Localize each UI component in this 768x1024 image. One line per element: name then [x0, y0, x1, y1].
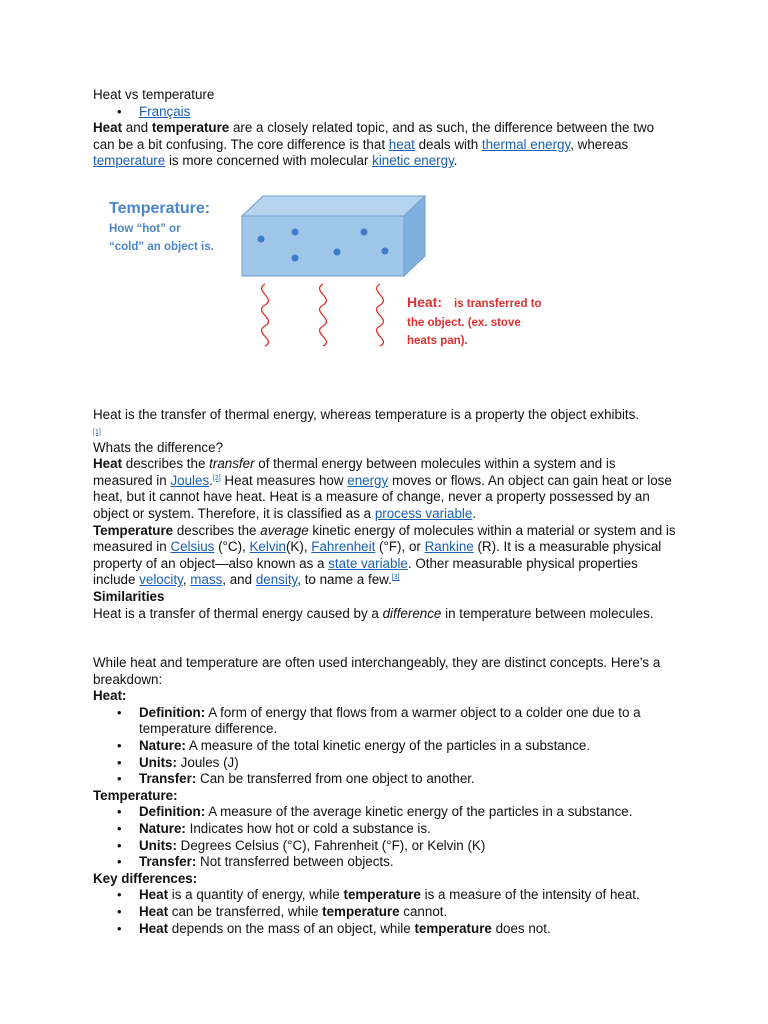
breakdown-intro: While heat and temperature are often used interchangeably, they are distinct concepts. Here's a breakdown:	[93, 655, 661, 687]
link-kinetic-energy[interactable]: kinetic energy	[372, 153, 454, 169]
ref-3-link[interactable]: [3]	[391, 574, 400, 582]
item-label: Definition:	[139, 704, 206, 720]
text: (K),	[285, 539, 308, 555]
bold-term: temperature	[322, 904, 400, 919]
list-item	[139, 854, 678, 871]
item-label: Transfer:	[139, 854, 197, 870]
temperature-heading-text: Temperature:	[93, 787, 178, 803]
item-text: Not transferred between objects.	[200, 854, 394, 870]
item-text: Joules (J)	[180, 754, 239, 770]
link-state-variable[interactable]: state variable	[328, 555, 408, 571]
list-item	[139, 821, 678, 838]
figure-heat-line3: heats pan).	[407, 334, 468, 347]
link-temperature[interactable]: temperature	[93, 153, 166, 169]
heat-temperature-figure	[93, 186, 678, 399]
heat-wave-icon	[262, 284, 269, 346]
temperature-list	[93, 804, 678, 870]
text: (R). It is a measurable physical property of an object—also known as a	[93, 539, 662, 571]
list-item	[139, 804, 678, 821]
item-label: Units:	[139, 754, 177, 770]
text: .	[209, 472, 213, 488]
language-link-francais[interactable]: Français	[139, 103, 191, 119]
intro-text: are a closely related topic, and as such, the difference between the two can be a bit confusing. The core difference is that	[93, 120, 655, 152]
intro-text: , whereas	[570, 136, 629, 152]
item-text: can be transferred, while	[171, 904, 319, 919]
text: , to name a few.	[297, 572, 392, 588]
bold-term: temperature	[343, 887, 421, 903]
item-label: Nature:	[139, 738, 186, 754]
heat-bold: Heat	[93, 456, 123, 472]
molecule-dot	[258, 235, 265, 242]
intro-paragraph	[93, 120, 678, 170]
link-celsius[interactable]: Celsius	[170, 539, 215, 555]
intro-temperature-bold: temperature	[151, 120, 230, 136]
heat-heading	[93, 688, 678, 705]
list-item	[139, 771, 678, 788]
bold-term: temperature	[414, 920, 492, 936]
figure-caption: Heat is the transfer of thermal energy, whereas temperature is a property the object exhibits.	[93, 406, 640, 422]
similarities-heading-text: Similarities	[93, 588, 165, 604]
heat-wave-icon	[320, 284, 327, 346]
text: (°F), or	[379, 539, 421, 555]
text: describes the	[125, 456, 206, 472]
text: describes the	[176, 522, 257, 538]
link-process-variable[interactable]: process variable	[374, 505, 473, 521]
text: in temperature between molecules.	[445, 605, 654, 621]
key-differences-list	[93, 887, 678, 937]
ref-2-link[interactable]: [2]	[212, 474, 221, 482]
item-text: does not.	[495, 920, 551, 936]
link-kelvin[interactable]: Kelvin	[249, 539, 286, 555]
text: (°C),	[218, 539, 246, 555]
link-velocity[interactable]: velocity	[139, 572, 183, 588]
difference-heading: Whats the difference?	[93, 439, 224, 455]
text: Heat is a transfer of thermal energy caused by a	[93, 605, 379, 621]
bold-term: Heat	[139, 887, 169, 903]
item-text: depends on the mass of an object, while	[171, 920, 411, 936]
figure-heat-line1: is transferred to	[454, 297, 542, 310]
heat-list	[93, 705, 678, 788]
average-italic: average	[260, 522, 309, 538]
list-item	[139, 921, 678, 938]
figure-temp-line1: How “hot” or	[109, 222, 181, 235]
heat-wave-icon	[377, 284, 384, 346]
text: ,	[182, 572, 187, 588]
list-item	[139, 904, 678, 921]
link-joules[interactable]: Joules	[170, 472, 210, 488]
list-item	[139, 738, 678, 755]
list-item	[139, 887, 678, 904]
item-label: Transfer:	[139, 771, 197, 787]
item-label: Definition:	[139, 804, 206, 820]
list-item	[139, 705, 678, 738]
item-text: A measure of the total kinetic energy of the particles in a substance.	[188, 738, 591, 754]
page-title: Heat vs temperature	[93, 87, 215, 102]
text: Heat measures how	[224, 472, 344, 488]
bold-term: Heat	[139, 920, 169, 936]
link-thermal-energy[interactable]: thermal energy	[481, 136, 571, 152]
language-list	[93, 104, 678, 121]
similarities-paragraph	[93, 606, 678, 623]
list-item	[139, 755, 678, 772]
text: kinetic energy of molecules within a material or system and is measured in	[93, 522, 676, 555]
link-fahrenheit[interactable]: Fahrenheit	[311, 539, 376, 555]
molecule-dot	[292, 228, 299, 235]
caption-ref-line	[93, 424, 678, 440]
bold-term: Heat	[139, 904, 169, 919]
intro-heat-bold: Heat	[93, 120, 123, 136]
molecule-dot	[361, 228, 368, 235]
blank-space	[93, 622, 678, 655]
difference-italic: difference	[382, 605, 442, 621]
item-text: Can be transferred from one object to another.	[200, 771, 475, 787]
item-label: Nature:	[139, 821, 186, 837]
item-text: Degrees Celsius (°C), Fahrenheit (°F), or Kelvin (K)	[180, 837, 486, 853]
temperature-heading	[93, 788, 678, 805]
item-text: is a measure of the intensity of heat.	[424, 887, 640, 903]
link-mass[interactable]: mass	[190, 572, 223, 588]
molecule-dot	[292, 254, 299, 261]
link-heat[interactable]: heat	[388, 136, 415, 152]
heat-heading-text: Heat:	[93, 688, 127, 704]
list-item	[139, 838, 678, 855]
text: . Other measurable physical properties include	[93, 555, 638, 588]
key-differences-heading	[93, 871, 678, 888]
language-item	[139, 104, 678, 121]
text: of thermal energy between molecules within a system and is measured in	[93, 456, 616, 488]
figure-heat-title: Heat:	[407, 293, 443, 310]
figure-temp-line2: “cold” an object is.	[109, 240, 214, 253]
heat-definition-paragraph	[93, 456, 678, 589]
box-front-face	[242, 216, 404, 276]
item-label: Units:	[139, 837, 177, 853]
item-text: cannot.	[403, 904, 448, 919]
figure-temp-title: Temperature:	[109, 199, 211, 217]
figure-illustration	[93, 186, 678, 399]
box-top-face	[242, 196, 425, 216]
key-differences-heading-text: Key differences:	[93, 870, 198, 886]
ref-1-link[interactable]: [1]	[93, 428, 101, 436]
molecule-dot	[334, 248, 341, 255]
intro-text: is more concerned with molecular	[168, 153, 369, 169]
text: moves or flows. An object can gain heat or lose heat, but it cannot have heat. Heat is a measure of change, never a property possessed by an object or system. Therefore, it is classified as a	[93, 472, 672, 521]
link-rankine[interactable]: Rankine	[424, 539, 474, 555]
document-body	[93, 87, 678, 937]
figure-heat-line2: the object. (ex. stove	[407, 316, 521, 329]
transfer-italic: transfer	[209, 456, 255, 472]
link-energy[interactable]: energy	[347, 472, 389, 488]
item-text: A form of energy that flows from a warmer object to a colder one due to a temperature difference.	[139, 704, 641, 737]
temperature-bold: Temperature	[93, 522, 174, 538]
item-text: Indicates how hot or cold a substance is.	[189, 821, 431, 837]
intro-text: .	[453, 153, 458, 169]
item-text: A measure of the average kinetic energy of the particles in a substance.	[208, 804, 633, 820]
molecule-dot	[382, 247, 389, 254]
intro-text: deals with	[418, 136, 479, 152]
link-density[interactable]: density	[255, 572, 298, 588]
text: , and	[222, 572, 253, 588]
intro-text: and	[125, 120, 149, 136]
similarities-heading	[93, 589, 678, 606]
item-text: is a quantity of energy, while	[171, 887, 340, 903]
text: .	[472, 505, 477, 521]
